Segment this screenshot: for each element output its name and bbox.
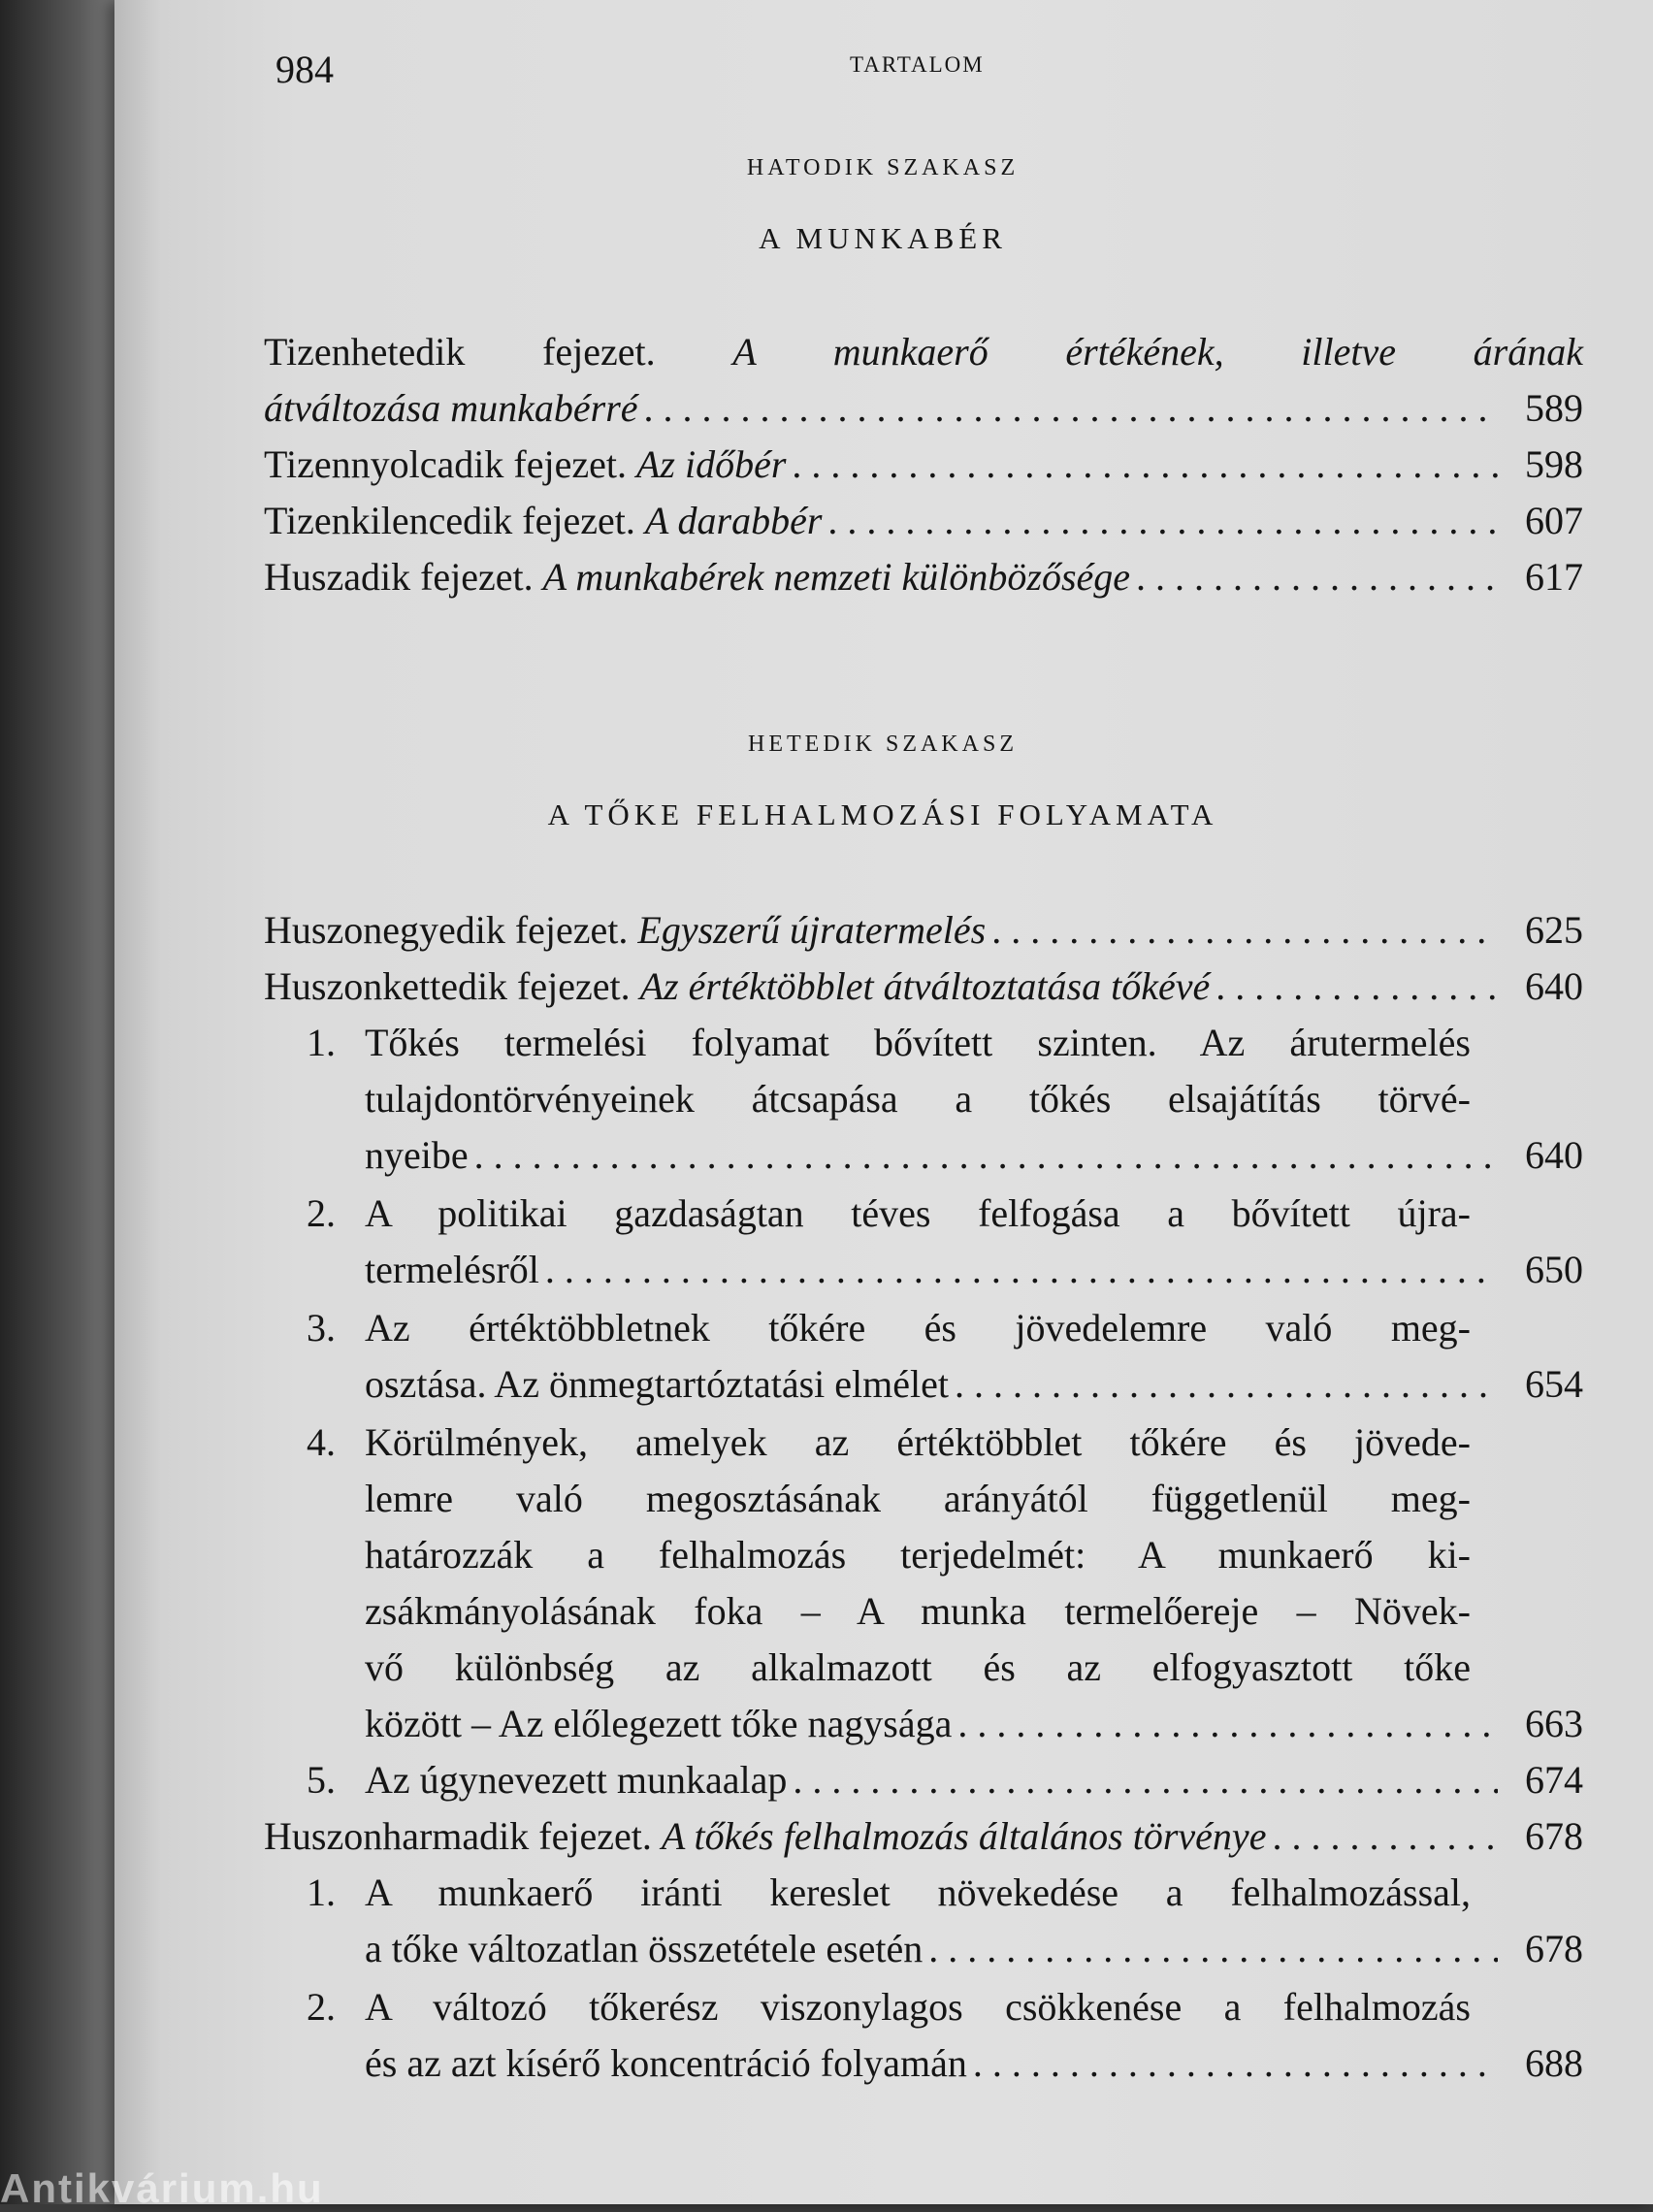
item-line: Az úgynevezett munkaalap — [365, 1758, 788, 1802]
section-label: HATODIK SZAKASZ — [746, 155, 1020, 180]
item-line: termelésről — [365, 1248, 539, 1291]
item-number: 3. — [307, 1306, 336, 1350]
item-line: tulajdontörvényeinek átcsapása a tőkés elsajátítás törvé- — [365, 1077, 1471, 1121]
page-ref: 640 — [1525, 1133, 1583, 1177]
toc-entry — [365, 2035, 1583, 2092]
toc-entry — [365, 1356, 1583, 1413]
leader-dots — [991, 902, 1498, 959]
chapter-prefix: Huszonharmadik fejezet. — [264, 1814, 652, 1858]
item-line: zsákmányolásának foka – A munka termelőereje – Növek- — [365, 1589, 1471, 1633]
item-line: A politikai gazdaságtan téves felfogása a bővített újra- — [365, 1191, 1471, 1235]
page-ref: 678 — [1525, 1814, 1583, 1858]
leader-dots — [792, 437, 1498, 493]
chapter-title: A darabbér — [644, 499, 823, 542]
leader-dots — [1272, 1808, 1498, 1865]
chapter-prefix: Huszadik fejezet. — [264, 555, 534, 599]
toc-entry — [264, 380, 1583, 437]
chapter-title: átváltozása munkabérré — [264, 386, 638, 430]
page-ref: 640 — [1525, 964, 1583, 1008]
leader-dots — [793, 1752, 1498, 1808]
toc-entry — [264, 493, 1583, 549]
item-number: 5. — [307, 1758, 336, 1802]
leader-dots — [928, 1921, 1498, 1977]
page-ref: 625 — [1525, 908, 1583, 952]
leader-dots — [955, 1356, 1498, 1413]
page-ref: 663 — [1525, 1702, 1583, 1745]
leader-dots — [1215, 959, 1498, 1015]
leader-dots — [973, 2035, 1498, 2092]
chapter-title: A munkabérek nemzeti különbözősége — [542, 555, 1131, 599]
item-number: 4. — [307, 1420, 336, 1464]
item-line: lemre való megosztásának arányától függetlenül meg- — [365, 1477, 1471, 1520]
item-line: a tőke változatlan összetétele esetén — [365, 1927, 924, 1970]
toc-entry — [365, 1752, 1583, 1808]
toc-entry — [365, 1921, 1583, 1977]
item-line: Tőkés termelési folyamat bővített szinten. Az árutermelés — [365, 1021, 1471, 1064]
item-line: határozzák a felhalmozás terjedelmét: A munkaerő ki- — [365, 1533, 1471, 1577]
chapter-prefix: Tizennyolcadik fejezet. — [264, 442, 627, 486]
leader-dots — [957, 1696, 1498, 1752]
item-line: A változó tőkerész viszonylagos csökkenése a felhalmozás — [365, 1985, 1471, 2029]
toc-entry — [365, 1696, 1583, 1752]
chapter-prefix: Tizenhetedik fejezet. — [264, 330, 656, 374]
toc-entry — [264, 1808, 1583, 1865]
chapter-prefix: Huszonegyedik fejezet. — [264, 908, 629, 952]
section-title: A TŐKE FELHALMOZÁSI FOLYAMATA — [547, 797, 1218, 831]
page-ref: 674 — [1525, 1758, 1583, 1802]
leader-dots — [474, 1127, 1498, 1184]
toc-entry — [264, 902, 1583, 959]
toc-entry — [264, 437, 1583, 493]
page-ref: 589 — [1525, 386, 1583, 430]
chapter-prefix: Huszonkettedik fejezet. — [264, 964, 631, 1008]
chapter-title: Egyszerű újratermelés — [637, 908, 987, 952]
item-line: Az értéktöbbletnek tőkére és jövedelemre való meg- — [365, 1306, 1471, 1350]
item-line: között – Az előlegezett tőke nagysága — [365, 1702, 953, 1745]
leader-dots — [644, 380, 1498, 437]
item-number: 1. — [307, 1021, 336, 1064]
item-number: 2. — [307, 1191, 336, 1235]
page-ref: 654 — [1525, 1362, 1583, 1406]
leader-dots — [545, 1242, 1498, 1298]
item-number: 2. — [307, 1985, 336, 2029]
page-number: 984 — [276, 48, 334, 91]
toc-entry — [365, 1242, 1583, 1298]
leader-dots — [1136, 549, 1498, 605]
item-line: A munkaerő iránti kereslet növekedése a felhalmozással, — [365, 1870, 1471, 1914]
item-line: Körülmények, amelyek az értéktöbblet tőkére és jövede- — [365, 1420, 1471, 1464]
chapter-title: A tőkés felhalmozás általános törvénye — [661, 1814, 1267, 1858]
chapter-title: Az időbér — [635, 442, 787, 486]
page-ref: 617 — [1525, 555, 1583, 599]
page-ref: 607 — [1525, 499, 1583, 542]
page-ref: 678 — [1525, 1927, 1583, 1970]
section-title: A MUNKABÉR — [759, 221, 1007, 255]
leader-dots — [827, 493, 1498, 549]
item-number: 1. — [307, 1870, 336, 1914]
item-line: vő különbség az alkalmazott és az elfogyasztott tőke — [365, 1645, 1471, 1689]
toc-entry — [264, 549, 1583, 605]
toc-entry — [365, 1127, 1583, 1184]
item-line: nyeibe — [365, 1133, 469, 1177]
item-line: és az azt kísérő koncentráció folyamán — [365, 2041, 967, 2085]
item-line: osztása. Az önmegtartóztatási elmélet — [365, 1362, 949, 1406]
running-title: TARTALOM — [850, 52, 985, 77]
page-ref: 650 — [1525, 1248, 1583, 1291]
section-label: HETEDIK SZAKASZ — [748, 732, 1018, 757]
chapter-prefix: Tizenkilencedik fejezet. — [264, 499, 635, 542]
page-ref: 598 — [1525, 442, 1583, 486]
chapter-title: Az értéktöbblet átváltoztatása tőkévé — [639, 964, 1211, 1008]
chapter-title: A munkaerő értékének, illetve árának — [732, 330, 1583, 374]
page-ref: 688 — [1525, 2041, 1583, 2085]
toc-entry — [264, 324, 1583, 380]
watermark: Antikvárium.hu — [0, 2165, 324, 2211]
toc-entry — [264, 959, 1583, 1015]
